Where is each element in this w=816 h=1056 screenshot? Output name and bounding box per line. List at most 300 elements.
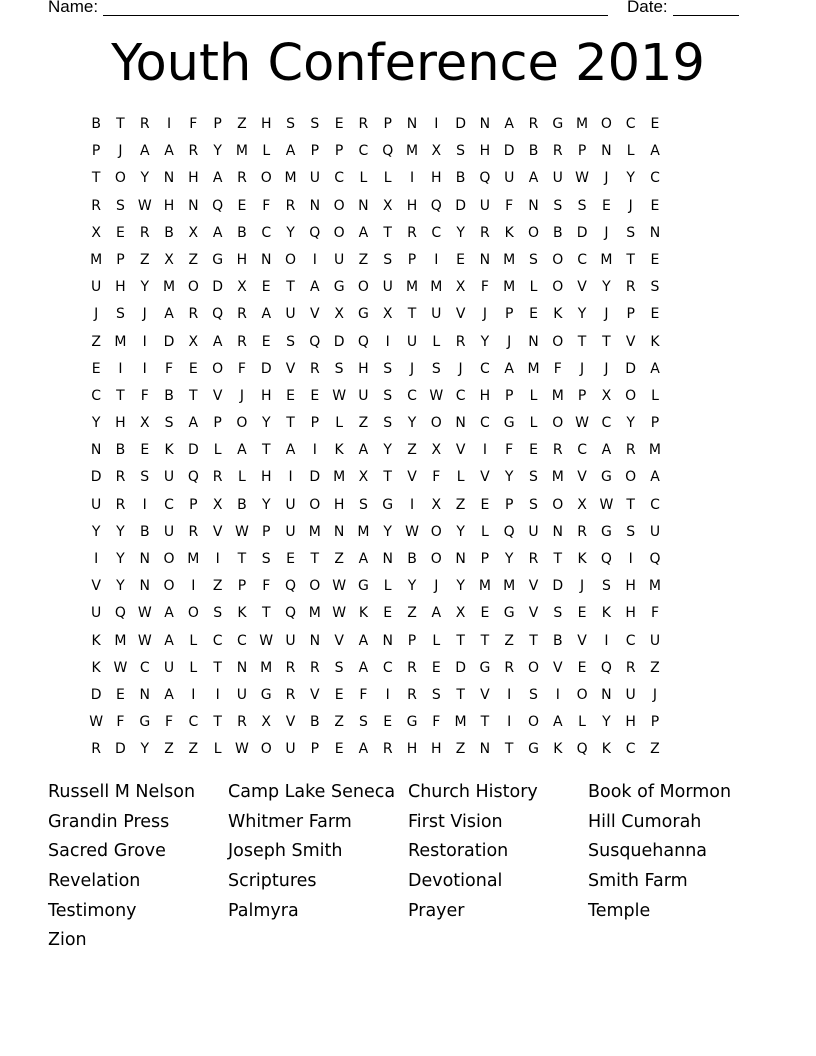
grid-letter: Y xyxy=(140,170,150,187)
grid-letter: U xyxy=(163,523,175,540)
grid-letter: Z xyxy=(164,741,174,758)
grid-letter: Y xyxy=(626,170,635,187)
grid-letter: A xyxy=(310,279,320,296)
grid-letter: C xyxy=(139,659,150,676)
grid-letter: O xyxy=(625,387,637,404)
grid-letter: U xyxy=(406,333,418,350)
grid-letter: P xyxy=(189,496,198,513)
grid-letter: Z xyxy=(139,251,150,268)
grid-letter: T xyxy=(577,333,587,350)
grid-letter: M xyxy=(430,279,443,296)
grid-letter: O xyxy=(552,251,564,268)
grid-letter: J xyxy=(94,306,99,323)
grid-row xyxy=(84,603,667,630)
grid-letter: A xyxy=(650,469,660,486)
grid-letter: E xyxy=(286,551,295,567)
grid-letter: D xyxy=(552,578,564,595)
grid-letter: C xyxy=(261,224,272,241)
grid-letter: V xyxy=(480,469,490,486)
grid-letter: T xyxy=(286,279,295,296)
grid-letter: J xyxy=(458,360,463,377)
grid-letter: F xyxy=(189,116,198,132)
grid-letter: K xyxy=(334,442,344,459)
grid-letter: R xyxy=(115,496,126,513)
grid-letter: H xyxy=(625,578,636,595)
grid-letter: P xyxy=(116,251,125,268)
grid-letter: T xyxy=(213,714,222,731)
grid-letter: M xyxy=(187,551,200,567)
grid-letter: J xyxy=(604,360,609,377)
grid-letter: M xyxy=(551,469,564,486)
grid-letter: T xyxy=(626,496,635,513)
grid-letter: S xyxy=(383,415,393,432)
grid-letter: P xyxy=(577,143,587,160)
grid-letter: W xyxy=(137,197,152,214)
grid-letter: H xyxy=(406,197,418,214)
grid-letter: F xyxy=(432,469,441,486)
grid-letter: C xyxy=(164,496,174,513)
grid-letter: Y xyxy=(504,551,514,567)
grid-letter: W xyxy=(429,387,444,404)
grid-letter: G xyxy=(333,279,345,296)
grid-letter: T xyxy=(286,415,295,432)
grid-letter: I xyxy=(215,551,220,567)
grid-letter: P xyxy=(407,251,417,268)
grid-letter: T xyxy=(456,632,465,649)
grid-letter: Z xyxy=(358,251,369,268)
word-list-item: Temple xyxy=(588,900,651,921)
grid-letter: J xyxy=(580,360,585,377)
grid-letter: E xyxy=(334,686,344,703)
grid-letter: S xyxy=(116,197,125,214)
grid-letter: O xyxy=(309,578,321,595)
grid-letter: X xyxy=(334,306,344,323)
grid-letter: I xyxy=(215,686,220,703)
grid-letter: R xyxy=(625,659,636,676)
grid-letter: R xyxy=(528,551,539,567)
grid-letter: V xyxy=(212,523,223,540)
grid-letter: L xyxy=(480,523,489,540)
grid-letter: V xyxy=(310,686,320,703)
grid-letter: P xyxy=(213,116,222,132)
grid-letter: R xyxy=(407,686,417,703)
grid-letter: D xyxy=(212,279,224,296)
grid-letter: D xyxy=(115,741,126,758)
grid-letter: N xyxy=(382,551,393,567)
grid-letter: A xyxy=(164,605,174,622)
grid-letter: D xyxy=(455,197,466,214)
word-list-item: Palmyra xyxy=(228,900,299,921)
grid-letter: E xyxy=(188,360,198,377)
grid-letter: Z xyxy=(212,578,223,595)
grid-letter: T xyxy=(553,551,563,567)
grid-letter: S xyxy=(116,306,125,323)
grid-letter: I xyxy=(482,442,487,459)
grid-letter: E xyxy=(529,306,538,323)
grid-letter: M xyxy=(576,116,589,132)
grid-letter: M xyxy=(308,605,321,622)
grid-letter: P xyxy=(213,415,222,432)
grid-letter: Z xyxy=(188,741,199,758)
grid-letter: J xyxy=(580,578,585,595)
grid-letter: T xyxy=(237,551,247,567)
grid-letter: Q xyxy=(114,605,126,622)
grid-letter: L xyxy=(359,170,368,187)
grid-letter: I xyxy=(288,469,293,486)
grid-letter: Z xyxy=(334,551,344,567)
grid-letter: R xyxy=(309,659,320,676)
grid-letter: O xyxy=(236,415,248,432)
grid-letter: C xyxy=(334,170,344,187)
grid-letter: I xyxy=(118,360,123,377)
grid-letter: X xyxy=(382,306,393,323)
grid-letter: W xyxy=(259,632,274,649)
grid-letter: G xyxy=(600,523,612,540)
word-list-item: Book of Mormon xyxy=(588,782,732,802)
grid-letter: Q xyxy=(285,605,297,622)
grid-letter: N xyxy=(479,116,491,132)
grid-letter: G xyxy=(503,415,515,432)
grid-letter: R xyxy=(309,360,320,377)
grid-letter: C xyxy=(455,387,466,404)
grid-letter: Z xyxy=(237,116,247,132)
grid-letter: L xyxy=(238,469,246,486)
name-label: Name: xyxy=(48,0,99,16)
grid-row xyxy=(84,658,667,685)
grid-letter: W xyxy=(332,578,347,595)
grid-letter: V xyxy=(625,333,636,350)
grid-row xyxy=(84,277,667,304)
grid-letter: R xyxy=(407,659,417,676)
grid-letter: C xyxy=(431,224,442,241)
grid-letter: D xyxy=(455,659,466,676)
grid-letter: N xyxy=(528,333,539,350)
word-list-item: Devotional xyxy=(408,871,503,892)
grid-letter: L xyxy=(651,387,659,404)
grid-letter: Z xyxy=(407,442,417,459)
grid-letter: B xyxy=(310,714,320,731)
grid-letter: C xyxy=(237,632,247,649)
grid-letter: V xyxy=(212,387,223,404)
name-blank[interactable] xyxy=(103,15,608,16)
grid-letter: N xyxy=(188,197,199,214)
grid-letter: X xyxy=(455,279,466,296)
grid-letter: B xyxy=(552,224,563,241)
grid-letter: O xyxy=(527,659,539,676)
grid-row xyxy=(84,576,667,603)
grid-letter: R xyxy=(115,469,126,486)
grid-letter: O xyxy=(114,170,126,187)
grid-letter: Q xyxy=(479,170,491,187)
grid-letter: O xyxy=(357,279,369,296)
grid-letter: S xyxy=(140,469,150,486)
grid-letter: E xyxy=(577,605,587,622)
grid-letter: M xyxy=(648,442,662,459)
grid-row xyxy=(84,467,667,494)
grid-letter: O xyxy=(212,360,224,377)
grid-letter: R xyxy=(455,333,466,350)
grid-letter: Z xyxy=(650,741,660,758)
grid-letter: M xyxy=(503,578,516,595)
grid-letter: U xyxy=(625,686,636,703)
grid-letter: L xyxy=(456,469,465,486)
grid-letter: K xyxy=(91,632,101,649)
grid-letter: U xyxy=(479,197,491,214)
grid-letter: R xyxy=(382,741,393,758)
grid-letter: Y xyxy=(91,415,101,432)
grid-letter: Y xyxy=(116,578,125,595)
grid-letter: A xyxy=(164,306,174,323)
grid-letter: L xyxy=(432,632,441,649)
grid-letter: V xyxy=(407,469,417,486)
grid-letter: R xyxy=(237,306,247,323)
word-list-item: Revelation xyxy=(48,871,141,892)
grid-letter: S xyxy=(334,659,344,676)
grid-row xyxy=(84,495,667,522)
grid-letter: S xyxy=(164,415,174,432)
grid-letter: N xyxy=(260,251,272,268)
grid-letter: Q xyxy=(503,523,515,540)
grid-letter: D xyxy=(576,224,588,241)
grid-letter: U xyxy=(358,387,369,404)
grid-letter: S xyxy=(650,279,660,296)
grid-letter: C xyxy=(358,143,369,160)
grid-letter: S xyxy=(334,360,344,377)
grid-letter: U xyxy=(91,279,102,296)
grid-letter: C xyxy=(650,496,660,513)
grid-letter: N xyxy=(358,197,369,214)
grid-letter: K xyxy=(553,306,563,323)
word-list-item: Church History xyxy=(408,782,538,802)
grid-letter: T xyxy=(116,116,125,132)
grid-letter: J xyxy=(604,170,609,187)
grid-letter: Q xyxy=(576,741,588,758)
grid-letter: C xyxy=(382,659,393,676)
grid-letter: B xyxy=(237,224,247,241)
grid-letter: I xyxy=(555,686,560,703)
grid-letter: L xyxy=(213,741,222,758)
grid-letter: Y xyxy=(602,714,611,731)
grid-letter: M xyxy=(600,251,613,268)
grid-letter: X xyxy=(455,605,466,622)
grid-letter: A xyxy=(358,632,369,649)
grid-letter: L xyxy=(383,578,392,595)
grid-letter: G xyxy=(600,469,612,486)
grid-letter: U xyxy=(431,306,442,323)
grid-letter: X xyxy=(577,496,587,513)
grid-letter: R xyxy=(552,143,563,160)
grid-letter: P xyxy=(504,306,514,323)
grid-letter: T xyxy=(310,551,320,567)
grid-letter: D xyxy=(333,333,345,350)
grid-letter: O xyxy=(260,170,272,187)
grid-letter: Q xyxy=(187,469,199,486)
grid-letter: O xyxy=(527,714,539,731)
grid-letter: R xyxy=(625,279,636,296)
grid-letter: W xyxy=(137,632,152,649)
grid-letter: R xyxy=(285,659,296,676)
grid-letter: M xyxy=(503,251,516,268)
grid-letter: H xyxy=(625,714,636,731)
grid-letter: Y xyxy=(116,551,125,567)
grid-letter: U xyxy=(528,523,539,540)
grid-letter: N xyxy=(455,415,466,432)
grid-letter: U xyxy=(309,170,320,187)
grid-letter: L xyxy=(529,279,538,296)
grid-letter: A xyxy=(212,170,223,187)
grid-letter: E xyxy=(140,442,150,459)
grid-letter: G xyxy=(382,496,394,513)
grid-letter: Y xyxy=(116,523,125,540)
grid-letter: A xyxy=(164,143,174,160)
grid-letter: V xyxy=(455,306,466,323)
grid-letter: U xyxy=(649,632,661,649)
grid-letter: M xyxy=(405,143,419,160)
grid-letter: O xyxy=(430,551,442,567)
grid-letter: W xyxy=(599,496,614,513)
grid-letter: G xyxy=(357,306,369,323)
grid-letter: L xyxy=(335,415,344,432)
grid-letter: C xyxy=(625,116,636,132)
grid-letter: S xyxy=(213,605,223,622)
grid-letter: J xyxy=(409,360,415,377)
grid-letter: N xyxy=(479,251,491,268)
grid-letter: N xyxy=(163,170,175,187)
grid-letter: U xyxy=(285,496,296,513)
word-list-item: First Vision xyxy=(408,811,503,832)
grid-letter: P xyxy=(237,578,247,595)
grid-letter: T xyxy=(504,741,514,758)
grid-letter: L xyxy=(529,387,538,404)
grid-letter: S xyxy=(577,197,587,214)
grid-letter: P xyxy=(262,523,271,540)
grid-letter: F xyxy=(165,714,174,731)
grid-letter: Y xyxy=(383,523,392,540)
grid-letter: D xyxy=(187,442,199,459)
grid-letter: T xyxy=(261,605,271,622)
grid-letter: V xyxy=(577,469,587,486)
grid-letter: F xyxy=(262,197,271,214)
grid-letter: M xyxy=(503,279,516,296)
grid-letter: X xyxy=(261,714,272,731)
grid-letter: G xyxy=(212,251,224,268)
grid-letter: U xyxy=(285,741,296,758)
grid-letter: L xyxy=(578,714,586,731)
grid-letter: T xyxy=(116,387,125,404)
grid-letter: S xyxy=(431,360,441,377)
grid-letter: T xyxy=(602,333,611,350)
grid-letter: C xyxy=(577,442,587,459)
grid-letter: L xyxy=(189,659,198,676)
grid-letter: W xyxy=(113,659,128,676)
grid-letter: K xyxy=(601,605,611,622)
grid-letter: I xyxy=(385,686,390,703)
grid-letter: Y xyxy=(140,741,150,758)
grid-letter: C xyxy=(480,415,490,432)
grid-letter: P xyxy=(91,143,101,160)
word-list-item: Camp Lake Seneca xyxy=(228,782,396,802)
grid-letter: R xyxy=(237,333,247,350)
grid-letter: R xyxy=(285,197,296,214)
grid-letter: J xyxy=(118,143,123,160)
grid-letter: M xyxy=(114,632,127,649)
grid-letter: T xyxy=(456,686,465,703)
grid-letter: B xyxy=(115,442,126,459)
grid-letter: N xyxy=(479,741,491,758)
grid-letter: L xyxy=(189,632,198,649)
grid-letter: J xyxy=(434,578,439,595)
grid-letter: U xyxy=(333,251,345,268)
grid-letter: E xyxy=(116,686,125,703)
grid-letter: I xyxy=(94,551,99,567)
grid-row xyxy=(84,223,667,250)
grid-letter: S xyxy=(383,360,393,377)
grid-letter: G xyxy=(406,714,418,731)
grid-letter: O xyxy=(260,741,272,758)
grid-letter: F xyxy=(432,714,441,731)
word-list-item: Sacred Grove xyxy=(48,841,166,862)
grid-letter: M xyxy=(284,170,297,187)
grid-letter: H xyxy=(115,279,126,296)
grid-letter: E xyxy=(529,442,538,459)
grid-letter: E xyxy=(286,387,295,404)
grid-letter: N xyxy=(139,551,150,567)
grid-letter: X xyxy=(431,496,442,513)
grid-row xyxy=(84,685,667,712)
word-list-item: Hill Cumorah xyxy=(588,811,702,832)
grid-letter: S xyxy=(261,551,271,567)
grid-letter: S xyxy=(383,251,393,268)
grid-letter: A xyxy=(528,170,539,187)
grid-letter: A xyxy=(139,143,150,160)
grid-letter: A xyxy=(212,224,223,241)
grid-row xyxy=(84,332,667,359)
grid-letter: N xyxy=(406,116,418,132)
grid-row xyxy=(84,549,667,576)
word-list-item: Joseph Smith xyxy=(228,841,343,862)
grid-letter: V xyxy=(455,442,466,459)
grid-letter: C xyxy=(407,387,417,404)
grid-letter: T xyxy=(383,224,392,241)
grid-letter: Y xyxy=(456,578,465,595)
letter-grid xyxy=(84,114,667,767)
grid-letter: L xyxy=(383,170,392,187)
grid-letter: M xyxy=(308,523,321,540)
grid-letter: D xyxy=(455,116,466,132)
grid-letter: Q xyxy=(600,659,612,676)
grid-letter: Q xyxy=(285,578,297,595)
grid-letter: I xyxy=(434,251,439,268)
grid-letter: E xyxy=(650,197,660,214)
grid-letter: B xyxy=(407,551,417,567)
date-blank[interactable] xyxy=(673,15,739,16)
grid-letter: Z xyxy=(504,632,514,649)
grid-letter: L xyxy=(213,442,222,459)
grid-letter: N xyxy=(139,578,150,595)
grid-letter: N xyxy=(649,224,661,241)
grid-letter: I xyxy=(507,714,512,731)
grid-letter: G xyxy=(479,659,491,676)
grid-letter: S xyxy=(456,143,466,160)
grid-letter: R xyxy=(358,116,369,132)
grid-letter: H xyxy=(260,387,272,404)
grid-letter: O xyxy=(552,333,564,350)
grid-letter: R xyxy=(285,686,296,703)
grid-letter: S xyxy=(529,469,538,486)
grid-letter: H xyxy=(163,197,175,214)
grid-letter: H xyxy=(479,387,491,404)
grid-letter: H xyxy=(479,143,491,160)
